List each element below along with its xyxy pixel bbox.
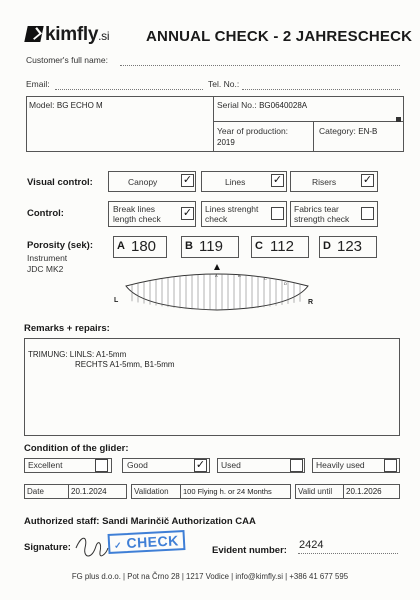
evidence-line xyxy=(298,553,398,554)
measure-point-a-marker xyxy=(214,264,220,270)
category-label: Category: xyxy=(319,126,356,136)
glider-info-divider xyxy=(213,96,214,152)
authorized-staff: Authorized staff: Sandi Marinčič Authorization CAA xyxy=(24,516,256,527)
tel-line[interactable] xyxy=(242,89,400,90)
remarks-label: Remarks + repairs: xyxy=(24,323,110,334)
valid-until-divider xyxy=(343,484,344,499)
category-field xyxy=(319,126,377,136)
model-label: Model: xyxy=(29,100,55,110)
evidence-label: Evident number: xyxy=(212,545,287,556)
glider-info-divider-h xyxy=(213,121,404,122)
condition-good-checkbox[interactable]: ✓ xyxy=(195,459,206,471)
wing-diagram xyxy=(112,264,322,326)
porosity-c-letter: C xyxy=(255,240,263,252)
kimfly-logo-icon xyxy=(24,26,43,42)
lines-strength-checkbox[interactable] xyxy=(271,207,284,220)
condition-used-label: Used xyxy=(221,460,241,470)
porosity-c-value[interactable]: 112 xyxy=(270,238,294,255)
diagram-left-label: L xyxy=(114,297,119,304)
date-value[interactable]: 20.1.2024 xyxy=(71,487,107,496)
check-stamp: ✓ CHECK xyxy=(108,530,186,554)
brand-name: kimfly xyxy=(45,24,99,45)
visual-lines-label: Lines xyxy=(225,177,246,187)
serial-field xyxy=(217,100,307,110)
break-lines-label: Break lines length check xyxy=(113,204,161,224)
corner-marker xyxy=(396,117,401,122)
condition-good-label: Good xyxy=(127,460,148,470)
valid-until-label: Valid until xyxy=(298,487,333,496)
model-value: BG ECHO M xyxy=(56,101,103,110)
condition-excellent-checkbox[interactable] xyxy=(95,459,108,472)
diagram-mark-c: C xyxy=(264,276,267,281)
instrument-label: Instrument xyxy=(27,253,68,263)
porosity-a-letter: A xyxy=(117,240,125,252)
condition-label: Condition of the glider: xyxy=(24,443,129,454)
diagram-mark-b: B xyxy=(238,273,241,278)
fabrics-tear-checkbox[interactable] xyxy=(361,207,374,220)
condition-excellent-label: Excellent xyxy=(28,460,63,470)
serial-label: Serial No.: xyxy=(217,100,257,110)
customer-name-label: Customer's full name: xyxy=(26,55,108,65)
porosity-label: Porosity (sek): xyxy=(27,240,93,251)
diagram-mark-d: D xyxy=(284,281,287,286)
diagram-mark-a: A xyxy=(215,273,218,278)
validation-value[interactable]: 100 Flying h. or 24 Months xyxy=(183,487,272,496)
year-value: 2019 xyxy=(217,138,235,147)
porosity-d-value[interactable]: 123 xyxy=(337,238,363,255)
condition-used-checkbox[interactable] xyxy=(290,459,303,472)
signature-label: Signature: xyxy=(24,542,71,553)
customer-name-line[interactable] xyxy=(120,65,400,66)
condition-heavily-used-checkbox[interactable] xyxy=(384,459,397,472)
visual-risers-checkbox[interactable]: ✓ xyxy=(362,174,373,186)
brand-suffix: .si xyxy=(98,29,110,43)
diagram-right-label: R xyxy=(308,299,314,306)
glider-info-divider-v2 xyxy=(313,121,314,152)
visual-canopy-label: Canopy xyxy=(128,177,158,187)
model-field xyxy=(29,100,103,110)
remarks-line-2: RECHTS A1-5mm, B1-5mm xyxy=(75,360,175,369)
footer-contact: FG plus d.o.o. | Pot na Črno 28 | 1217 Vodice | info@kimfly.si | +386 41 677 595 xyxy=(71,572,349,581)
condition-heavily-used-label: Heavily used xyxy=(316,460,365,470)
fabrics-tear-label: Fabrics tear strength check xyxy=(294,204,350,224)
porosity-a-value[interactable]: 180 xyxy=(131,238,157,255)
date-label: Date xyxy=(27,487,44,496)
stamp-text: CHECK xyxy=(126,532,180,552)
instrument-name: JDC MK2 xyxy=(27,264,64,274)
handwritten-signature xyxy=(72,530,112,564)
email-label: Email: xyxy=(26,79,50,89)
valid-until-value[interactable]: 20.1.2026 xyxy=(346,487,382,496)
porosity-d-letter: D xyxy=(323,240,331,252)
validation-label: Validation xyxy=(134,487,169,496)
validation-divider xyxy=(180,484,181,499)
porosity-b-letter: B xyxy=(185,240,193,252)
kimfly-logo xyxy=(26,24,109,46)
visual-risers-label: Risers xyxy=(312,177,337,187)
evidence-value[interactable]: 2424 xyxy=(299,539,324,551)
visual-lines-checkbox[interactable]: ✓ xyxy=(272,174,283,186)
serial-value: BG0640028A xyxy=(259,101,308,110)
tel-label: Tel. No.: xyxy=(208,79,240,89)
email-line[interactable] xyxy=(55,89,203,90)
visual-control-label: Visual control: xyxy=(27,177,93,188)
document-title: ANNUAL CHECK - 2 JAHRESCHECK xyxy=(146,28,413,45)
visual-canopy-checkbox[interactable]: ✓ xyxy=(182,174,193,186)
porosity-b-value[interactable]: 119 xyxy=(199,238,223,255)
category-value: EN-B xyxy=(358,127,378,136)
control-label: Control: xyxy=(27,208,64,219)
lines-strength-label: Lines strenght check xyxy=(205,204,259,224)
date-divider xyxy=(68,484,69,499)
year-label: Year of production: xyxy=(217,126,289,136)
remarks-line-1: TRIMUNG: LINLS: A1-5mm xyxy=(28,350,127,359)
break-lines-checkbox[interactable]: ✓ xyxy=(182,207,193,219)
